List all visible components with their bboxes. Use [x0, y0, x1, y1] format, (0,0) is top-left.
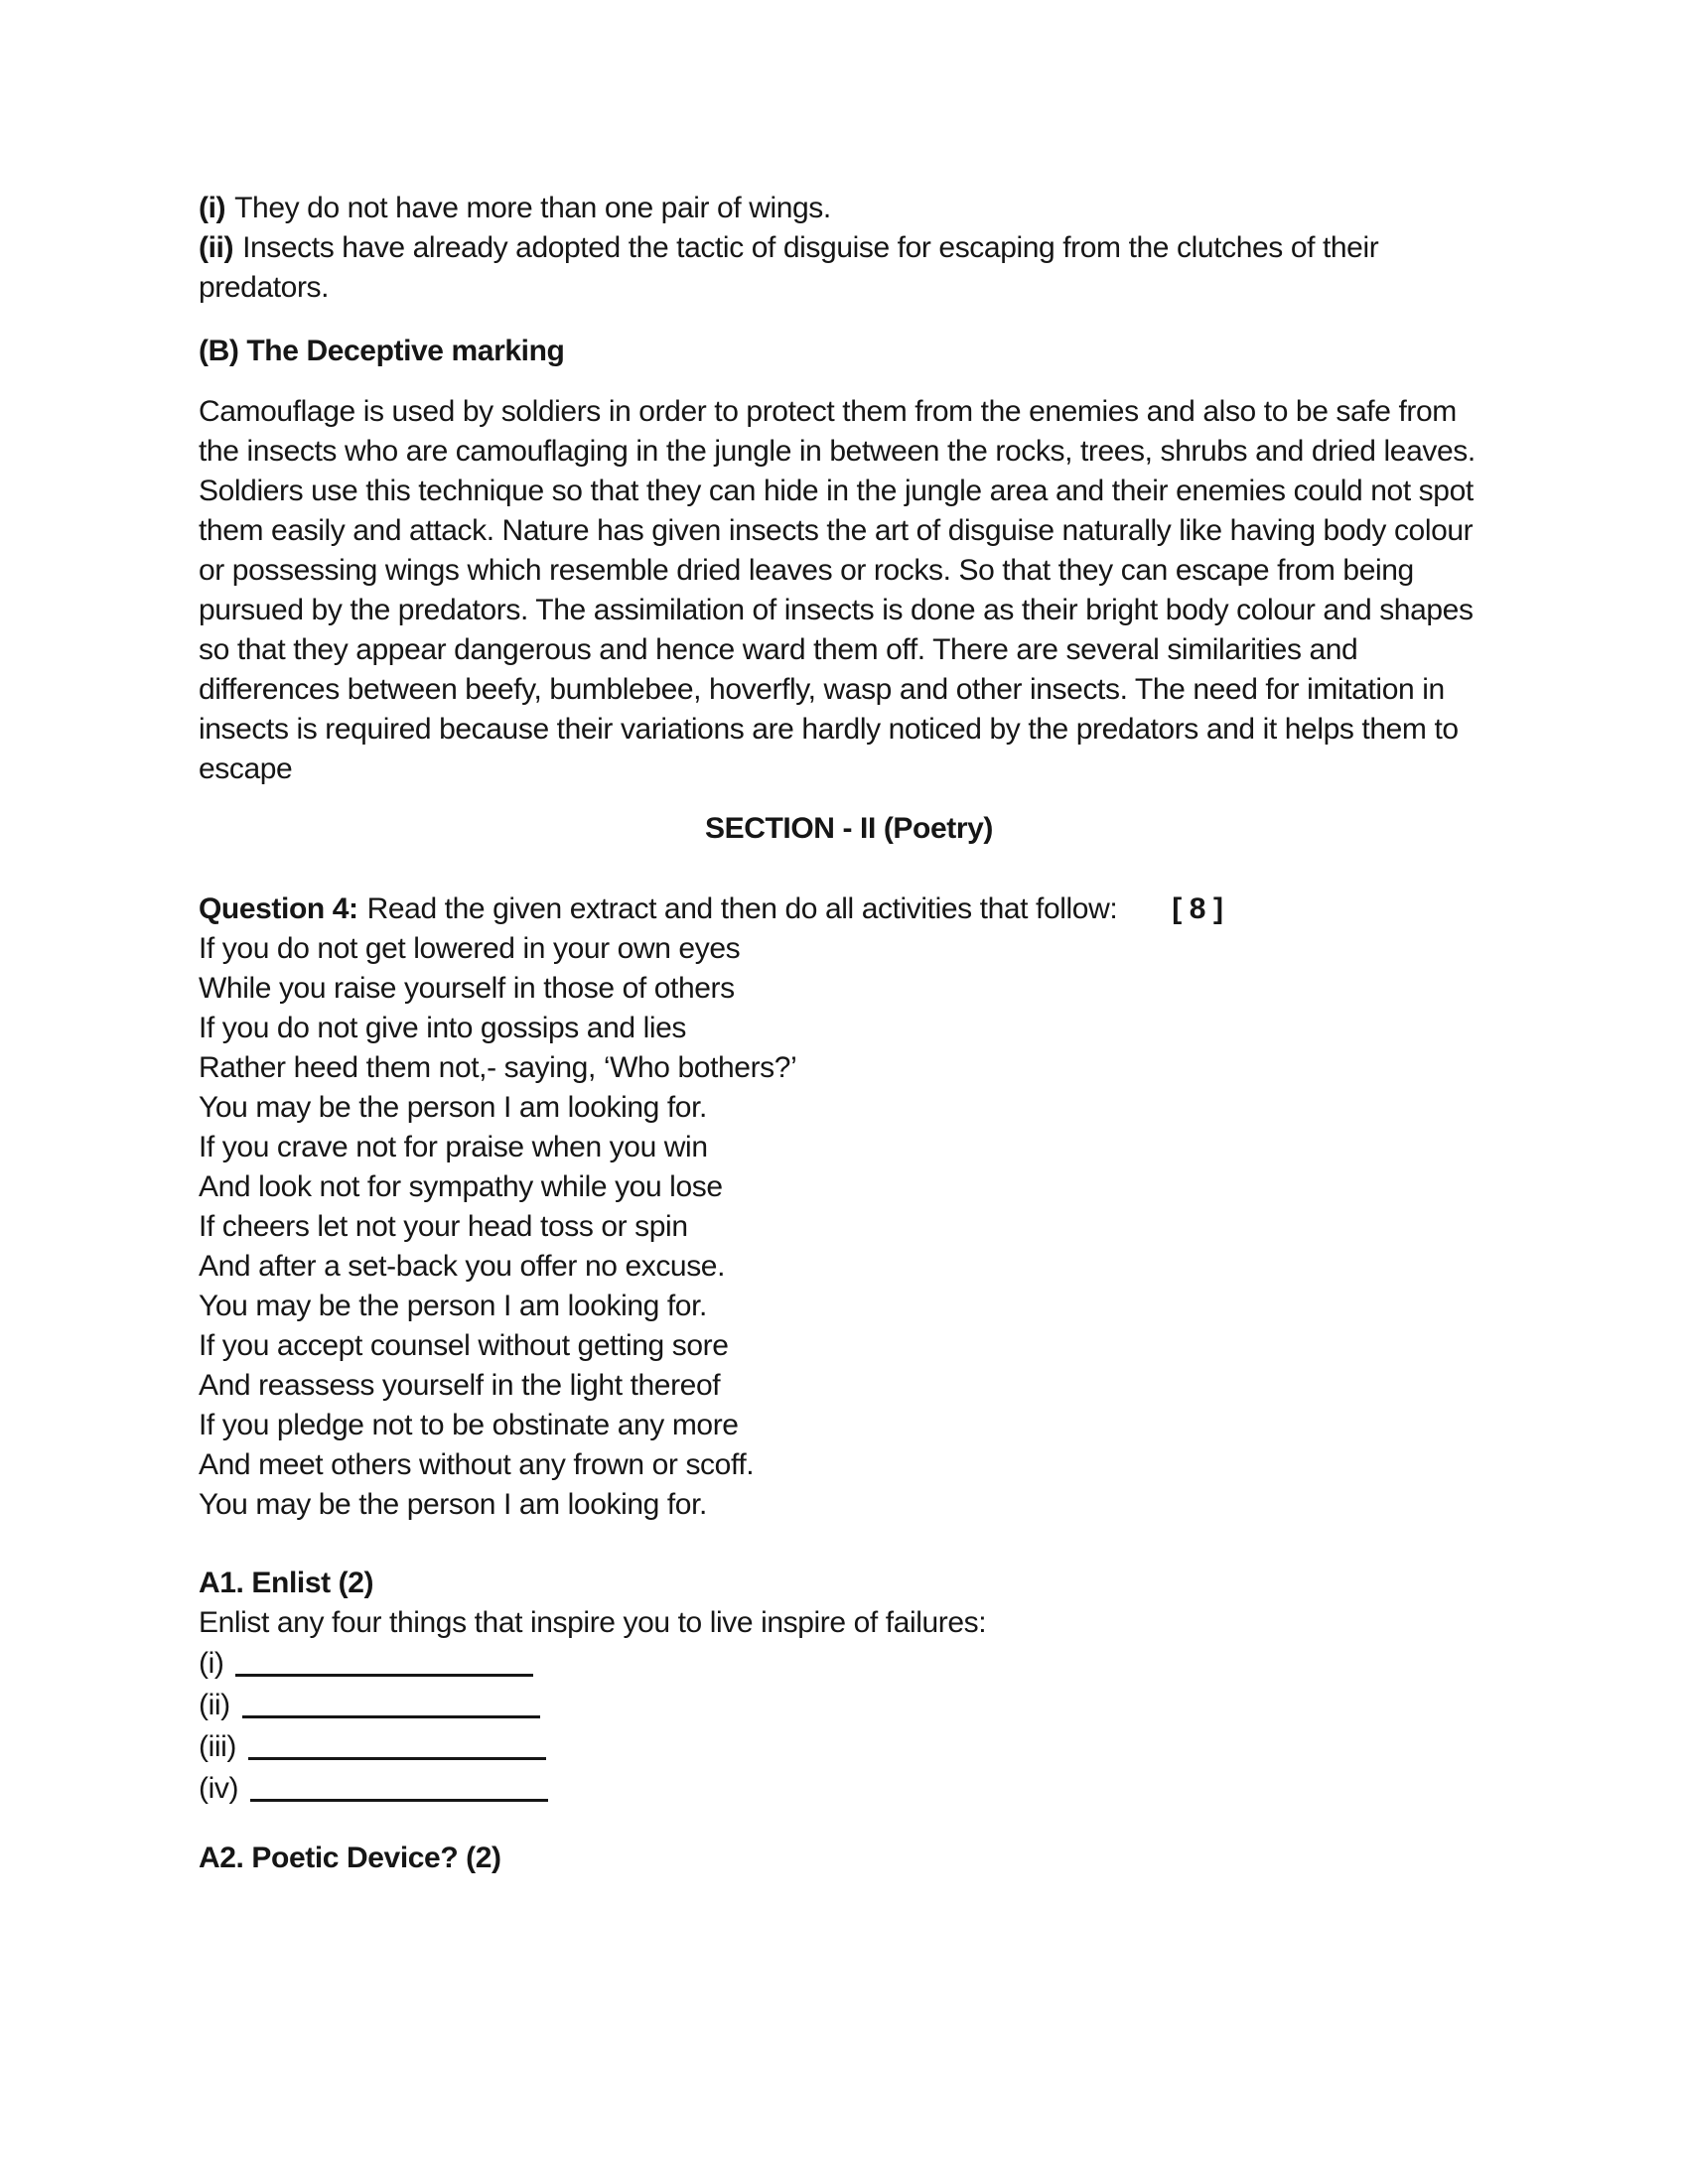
question-4-line — [199, 889, 1499, 929]
poem-line: If you do not get lowered in your own eyes — [199, 932, 741, 965]
poem-line: If cheers let not your head toss or spin — [199, 1210, 688, 1243]
intro-item-1 — [199, 189, 1499, 228]
a1-heading: A1. Enlist (2) — [199, 1567, 374, 1599]
intro-item-2-label: (ii) — [199, 231, 234, 264]
poem-line: If you pledge not to be obstinate any more — [199, 1409, 739, 1441]
blank-label: (iv) — [199, 1772, 239, 1805]
poem-line: And after a set-back you offer no excuse. — [199, 1250, 726, 1283]
poem-line: You may be the person I am looking for. — [199, 1091, 707, 1124]
blank-line — [248, 1730, 546, 1760]
blank-label: (i) — [199, 1647, 224, 1680]
passage-paragraph: Camouflage is used by soldiers in order to protect them from the enemies and also to be safe from the insects who are camouflaging in the jungle in between the rocks, trees, shrubs and dried leaves. Soldiers use this technique so that they can hide in the jungle area and their enemies could not spot them easily and attack. Nature has given insects the art of disguise naturally like having body colour or possessing wings which resemble dried leaves or rocks. So that they can escape from being pursued by the predators. The assimilation of insects is done as their bright body colour and shapes so that they appear dangerous and hence ward them off. There are several similarities and differences between beefy, bumblebee, hoverfly, wasp and other insects. The need for imitation in insects is required because their variations are hardly noticed by the predators and it helps them to escape — [199, 395, 1476, 785]
question-marks: [ 8 ] — [1172, 892, 1223, 925]
poem-line: And look not for sympathy while you lose — [199, 1170, 723, 1203]
poem-line: And reassess yourself in the light thereof — [199, 1369, 721, 1402]
blank-row — [199, 1643, 1499, 1685]
a1-instruction: Enlist any four things that inspire you to live inspire of failures: — [199, 1606, 987, 1639]
poem-line: Rather heed them not,- saying, ‘Who bothers?’ — [199, 1051, 797, 1084]
blank-line — [242, 1689, 540, 1718]
intro-item-1-label: (i) — [199, 192, 226, 224]
poem-line: If you accept counsel without getting sore — [199, 1329, 729, 1362]
poem-extract — [199, 929, 1499, 1525]
blank-line — [235, 1647, 533, 1677]
poem-line: If you do not give into gossips and lies — [199, 1012, 686, 1044]
a2-heading: A2. Poetic Device? (2) — [199, 1842, 501, 1874]
poem-line: While you raise yourself in those of others — [199, 972, 735, 1005]
blank-label: (iii) — [199, 1730, 236, 1763]
intro-item-1-text: They do not have more than one pair of wings. — [234, 192, 831, 224]
intro-item-2-text: Insects have already adopted the tactic of disguise for escaping from the clutches of their predators. — [199, 231, 1379, 304]
question-label: Question 4: — [199, 892, 358, 925]
blank-line — [250, 1772, 548, 1802]
blank-row — [199, 1685, 1499, 1726]
blank-row — [199, 1726, 1499, 1768]
poem-line: You may be the person I am looking for. — [199, 1290, 707, 1322]
blank-row — [199, 1768, 1499, 1810]
intro-item-2 — [199, 228, 1499, 308]
section-b-heading: (B) The Deceptive marking — [199, 335, 565, 367]
poem-line: If you crave not for praise when you win — [199, 1131, 708, 1163]
section-heading: SECTION - II (Poetry) — [705, 812, 993, 845]
blank-label: (ii) — [199, 1689, 230, 1721]
poem-line: And meet others without any frown or scoff. — [199, 1448, 755, 1481]
poem-line: You may be the person I am looking for. — [199, 1488, 707, 1521]
question-text: Read the given extract and then do all activities that follow: — [366, 892, 1118, 925]
